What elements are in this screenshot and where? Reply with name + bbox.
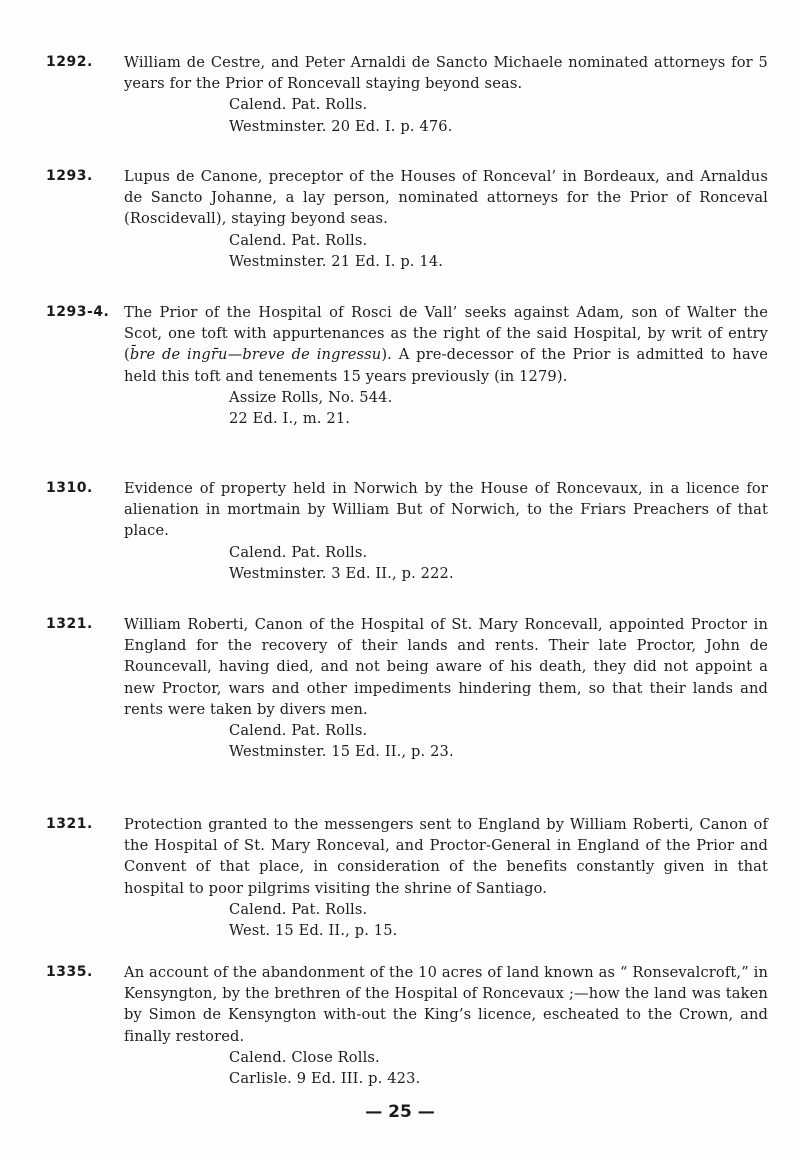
entry-citation — [124, 1047, 768, 1089]
entry-text: An account of the abandonment of the 10 acres of land known as “ Ronsevalcroft,” in Kensyngton, by the brethren of the Hospital of Roncevaux ;—how the land was taken by Simon de Kensyngton with-out the King’s licence, escheated to the Crown, and finally restored. — [124, 964, 768, 1045]
citation-source: Calend. Close Rolls. — [229, 1048, 380, 1066]
entry-year: 1321. — [46, 616, 93, 632]
citation-reference: Westminster. 21 Ed. I. p. 14. — [229, 252, 444, 270]
entry-body — [124, 814, 768, 941]
entry-text: Evidence of property held in Norwich by the House of Roncevaux, in a licence for alienation in mortmain by William But of Norwich, to the Friars Preachers of that place. — [124, 480, 768, 540]
entry-body — [124, 52, 768, 137]
citation-source: Calend. Pat. Rolls. — [229, 231, 368, 249]
entry-year: 1293. — [46, 168, 93, 184]
entry-body — [124, 962, 768, 1089]
entry-text: William Roberti, Canon of the Hospital of St. Mary Roncevall, appointed Proctor in England for the recovery of their lands and rents. Their late Proctor, John de Rouncevall, having died, and not being aware of his death, they did not appoint a new Proctor, wars and other impediments hindering them, so that their lands and rents were taken by divers men. — [124, 616, 768, 718]
entry-text: Lupus de Canone, preceptor of the Houses of Ronceval’ in Bordeaux, and Arnaldus de Sancto Johanne, a lay person, nominated attorneys for the Prior of Ronceval (Roscidevall), staying beyond seas. — [124, 168, 768, 228]
entry-body — [124, 166, 768, 272]
entry-year: 1335. — [46, 964, 93, 980]
entry-text-after: ). A pre-decessor of the Prior is admitted to have held this toft and tenements 15 years previously (in 1279). — [124, 346, 768, 385]
citation-reference: 22 Ed. I., m. 21. — [229, 410, 351, 428]
entry-body — [124, 478, 768, 584]
entry-body — [124, 614, 768, 762]
entry-text — [124, 302, 768, 387]
entry-text: William de Cestre, and Peter Arnaldi de Sancto Michaele nominated attorneys for 5 years for the Prior of Roncevall staying beyond seas. — [124, 54, 768, 93]
citation-source: Calend. Pat. Rolls. — [229, 722, 368, 740]
citation-reference: Carlisle. 9 Ed. III. p. 423. — [229, 1070, 421, 1088]
entry-year: 1292. — [46, 54, 93, 70]
entry-text-before: The Prior of the Hospital of Rosci de Vall’ seeks against Adam, son of Walter the Scot, one toft with appurtenances as the right of the said Hospital, by writ of entry ( — [124, 304, 768, 364]
entry-citation — [124, 230, 768, 272]
entry-year: 1321. — [46, 816, 93, 832]
entry-body — [124, 302, 768, 429]
entry-citation — [124, 94, 768, 136]
citation-source: Calend. Pat. Rolls. — [229, 900, 368, 918]
citation-reference: Westminster. 20 Ed. I. p. 476. — [229, 117, 453, 135]
entry-citation — [124, 387, 768, 429]
page-number: — 25 — — [365, 1102, 435, 1122]
citation-source: Calend. Pat. Rolls. — [229, 543, 368, 561]
citation-reference: Westminster. 3 Ed. II., p. 222. — [229, 564, 454, 582]
entry-citation — [124, 899, 768, 941]
entry-text-italic: b̄re de ingr̄u—breve de ingressu — [129, 346, 382, 364]
citation-reference: Westminster. 15 Ed. II., p. 23. — [229, 743, 454, 761]
citation-source: Calend. Pat. Rolls. — [229, 96, 368, 114]
entry-citation — [124, 542, 768, 584]
citation-source: Assize Rolls, No. 544. — [229, 388, 393, 406]
entry-citation — [124, 720, 768, 762]
entry-year: 1293-4. — [46, 304, 110, 320]
citation-reference: West. 15 Ed. II., p. 15. — [229, 922, 398, 940]
entry-year: 1310. — [46, 480, 93, 496]
entry-text: Protection granted to the messengers sent to England by William Roberti, Canon of the Hospital of St. Mary Ronceval, and Proctor-General in England of the Prior and Convent of that place, in consideration of the benefits constantly given in that hospital to poor pilgrims visiting the shrine of Santiago. — [124, 816, 768, 897]
